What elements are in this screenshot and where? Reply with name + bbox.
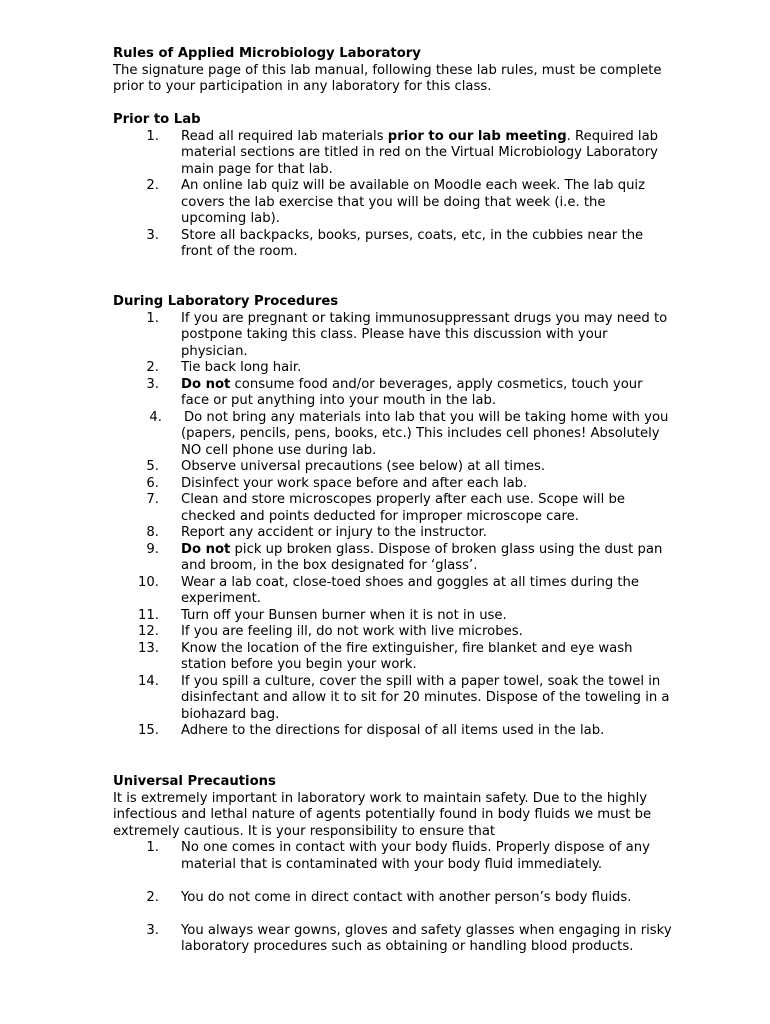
item-number: 3.: [146, 227, 159, 243]
list-item: [113, 311, 673, 361]
item-text-tail: . Required lab material sections are titled in red on the Virtual Microbiology Laboratory main page for that lab.: [181, 128, 659, 177]
item-number: 3.: [146, 376, 159, 392]
item-number: 11.: [138, 607, 159, 623]
list-item: [113, 923, 673, 956]
during-lab-section: [113, 294, 673, 740]
list-item: [113, 377, 673, 410]
item-text: If you spill a culture, cover the spill with a paper towel, soak the towel in disinfectant and allow it to sit for 20 minutes. Dispose of the toweling in a biohazard bag.: [181, 673, 670, 722]
item-text: Adhere to the directions for disposal of all items used in the lab.: [181, 723, 605, 738]
item-number: 12.: [138, 624, 159, 639]
item-text: Know the location of the fire extinguisher, fire blanket and eye wash station before you begin your work.: [181, 640, 633, 672]
item-text: You always wear gowns, gloves and safety glasses when engaging in risky laboratory procedures such as obtaining or handling blood products.: [181, 922, 672, 954]
list-item: [113, 641, 673, 674]
list-item: [113, 360, 673, 377]
item-text: Turn off your Bunsen burner when it is not in use.: [181, 607, 507, 623]
item-number: 1.: [146, 128, 159, 144]
list-item: [113, 542, 673, 575]
item-number: 15.: [138, 723, 159, 738]
list-item: [113, 840, 673, 873]
item-text: If you are feeling ill, do not work with live microbes.: [181, 624, 523, 639]
universal-precautions-section: [113, 774, 673, 956]
item-text: pick up broken glass. Dispose of broken glass using the dust pan and broom, in the box designated for ‘glass’.: [181, 541, 663, 573]
item-text: Report any accident or injury to the instructor.: [181, 525, 487, 540]
item-number: 9.: [146, 541, 159, 557]
item-text: Store all backpacks, books, purses, coats, etc, in the cubbies near the front of the room.: [181, 227, 644, 259]
intro-paragraph: The signature page of this lab manual, following these lab rules, must be complete prior to your participation in any laboratory for this class.: [113, 62, 662, 94]
item-number: 6.: [146, 475, 159, 491]
list-item: [113, 459, 673, 476]
list-spacer: [113, 906, 673, 923]
list-item: [113, 674, 673, 724]
item-text: Wear a lab coat, close-toed shoes and goggles at all times during the experiment.: [181, 574, 640, 606]
item-text: If you are pregnant or taking immunosuppressant drugs you may need to postpone taking this class. Please have this discussion with your physician.: [181, 310, 668, 359]
item-text: consume food and/or beverages, apply cosmetics, touch your face or put anything into your mouth in the lab.: [181, 376, 643, 408]
list-item: [113, 410, 673, 460]
item-text: Tie back long hair.: [181, 360, 302, 375]
prior-to-lab-section: [113, 112, 673, 261]
item-text: Observe universal precautions (see below) at all times.: [181, 459, 546, 474]
item-emphasis: Do not: [181, 376, 231, 392]
item-text: Disinfect your work space before and after each lab.: [181, 475, 528, 491]
list-item: [113, 624, 673, 641]
item-text: Do not bring any materials into lab that you will be taking home with you (papers, pencils, pens, books, etc.) This includes cell phones! Absolutely NO cell phone use during lab.: [181, 409, 669, 458]
item-number: 1.: [146, 840, 159, 855]
item-text: Clean and store microscopes properly after each use. Scope will be checked and points deducted for improper microscope care.: [181, 492, 625, 524]
item-number: 8.: [146, 525, 159, 540]
list-item: [113, 129, 673, 179]
item-number: 4.: [149, 409, 162, 425]
list-item: [113, 608, 673, 625]
item-number: 13.: [138, 640, 159, 656]
list-item: [113, 723, 673, 740]
item-number: 3.: [146, 922, 159, 938]
list-item: [113, 178, 673, 228]
list-item: [113, 525, 673, 542]
during-heading: During Laboratory Procedures: [113, 294, 339, 309]
item-number: 7.: [146, 492, 159, 507]
item-text: No one comes in contact with your body fluids. Properly dispose of any material that is contaminated with your body fluid immediately.: [181, 840, 650, 872]
list-item: [113, 492, 673, 525]
item-emphasis: prior to our lab meeting: [387, 128, 567, 144]
list-item: [113, 890, 673, 907]
universal-heading: Universal Precautions: [113, 774, 276, 789]
universal-intro: It is extremely important in laboratory work to maintain safety. Due to the highly infectious and lethal nature of agents potentially found in body fluids we must be extremely cautious. It is your responsibility to ensure that: [113, 790, 652, 839]
item-number: 10.: [138, 574, 159, 590]
item-number: 5.: [146, 459, 159, 474]
list-item: [113, 228, 673, 261]
prior-heading: Prior to Lab: [113, 112, 201, 127]
during-list: [113, 311, 673, 740]
header-section: [113, 46, 673, 96]
list-item: [113, 575, 673, 608]
list-item: [113, 476, 673, 493]
item-number: 1.: [146, 310, 159, 326]
item-number: 2.: [146, 178, 159, 193]
universal-list: [113, 840, 673, 956]
item-text: Read all required lab materials: [181, 128, 388, 144]
document-title: Rules of Applied Microbiology Laboratory: [113, 46, 421, 61]
item-number: 2.: [146, 360, 159, 375]
item-text: An online lab quiz will be available on Moodle each week. The lab quiz covers the lab exercise that you will be doing that week (i.e. the upcoming lab).: [181, 178, 646, 226]
item-emphasis: Do not: [181, 541, 231, 557]
item-number: 14.: [138, 673, 159, 689]
item-number: 2.: [146, 889, 159, 905]
prior-list: [113, 129, 673, 261]
item-text: You do not come in direct contact with another person’s body fluids.: [181, 889, 632, 905]
list-spacer: [113, 873, 673, 890]
